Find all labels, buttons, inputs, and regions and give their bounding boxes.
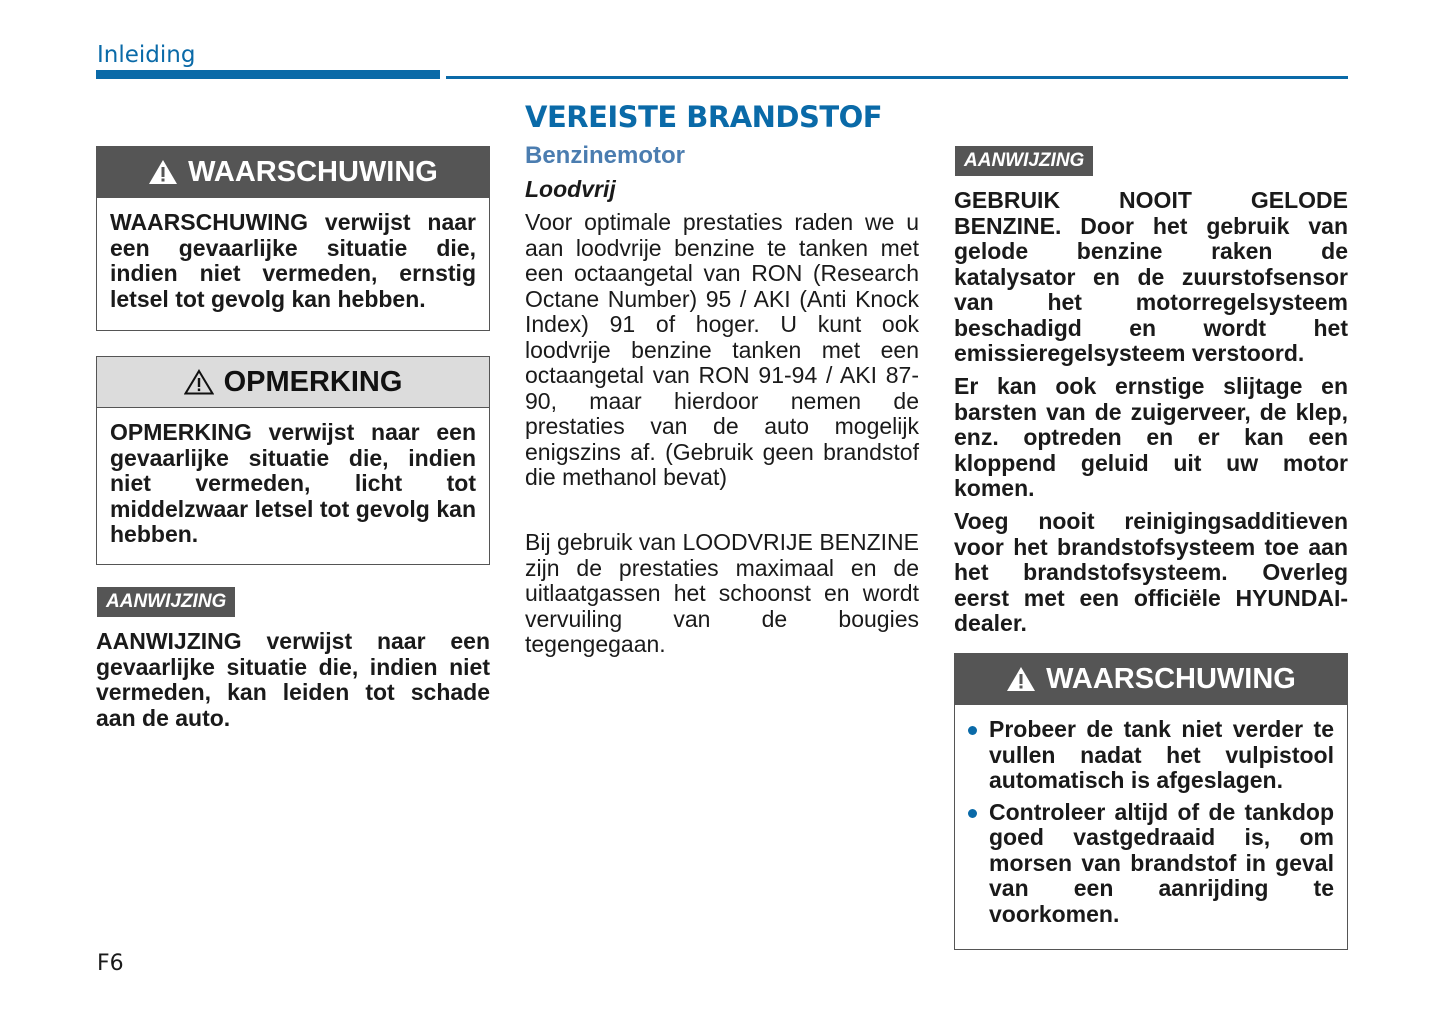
fuel-paragraph-2: Bij gebruik van LOODVRIJE BENZINE zijn de prestaties maximaal en de uitlaatgassen het schoonst en wordt vervuiling van de bougies tegengegaan. <box>525 529 919 657</box>
right-warning-box <box>954 653 1348 950</box>
fuel-paragraph-1: Voor optimale prestaties raden we u aan loodvrije benzine te tanken met een octaangetal van RON (Research Octane Number) 95 / AKI (Anti Knock Index) 91 of hoger. U kunt ook loodvrije benzine tanken met een octaangetal van RON 91-94 / AKI 87-90, maar hierdoor nemen de prestaties van de auto mogelijk enigszins af. (Gebruik geen brandstof die methanol bevat) <box>525 209 919 490</box>
right-notice-tag: AANWIJZING <box>955 146 1093 176</box>
warning-text: WAARSCHUWING verwijst naar een gevaarlijke situatie die, indien niet vermeden, ernstig letsel tot gevolg kan hebben. <box>110 209 476 312</box>
right-warning-body <box>955 705 1347 927</box>
warning-bullet-list <box>968 717 1334 927</box>
bullet-text: Probeer de tank niet verder te vullen nadat het vulpistool automatisch is afgeslagen. <box>989 716 1334 793</box>
bullet-text: Controleer altijd of de tankdop goed vastgedraaid is, om morsen van brandstof in geval van een aanrijding te voorkomen. <box>989 798 1334 927</box>
warning-title: WAARSCHUWING <box>188 155 438 188</box>
bullet-icon <box>968 726 977 735</box>
section-label: Inleiding <box>97 42 196 68</box>
right-warning-box-header <box>955 654 1347 705</box>
right-notice-paragraph-2: Er kan ook ernstige slijtage en barsten van de zuigerveer, de klep, enz. optreden en er kan een kloppend geluid uit uw motor komen. <box>954 373 1348 501</box>
right-notice-paragraph-1: GEBRUIK NOOIT GELODE BENZINE. Door het gebruik van gelode benzine raken de katalysator en de zuurstofsensor van het motorregelsysteem beschadigd en wordt het emissieregelsysteem verstoord. <box>954 187 1348 366</box>
page-number: F6 <box>97 951 124 976</box>
caution-text: OPMERKING verwijst naar een gevaarlijke situatie die, indien niet vermeden, licht tot middelzwaar letsel tot gevolg kan hebben. <box>110 419 476 547</box>
list-item <box>968 800 1334 928</box>
caution-box <box>96 356 490 565</box>
notice-tag: AANWIJZING <box>97 587 235 617</box>
caution-triangle-icon <box>184 369 214 395</box>
warning-triangle-icon <box>1006 666 1036 692</box>
bullet-icon <box>968 809 977 818</box>
caution-box-header <box>97 357 489 408</box>
header-rule-thick <box>96 70 440 79</box>
engine-subtitle: Benzinemotor <box>525 142 686 169</box>
right-notice-paragraph-3: Voeg nooit reinigingsadditieven voor het brandstofsysteem toe aan het brandstofsysteem. Overleg eerst met een officiële HYUNDAI-dealer. <box>954 508 1348 636</box>
caution-title: OPMERKING <box>223 365 403 398</box>
header-rule-thin <box>446 76 1348 79</box>
warning-box <box>96 146 490 331</box>
warning-box-header <box>97 147 489 198</box>
notice-text: AANWIJZING verwijst naar een gevaarlijke situatie die, indien niet vermeden, kan leiden tot schade aan de auto. <box>96 628 490 731</box>
warning-triangle-icon <box>148 159 178 185</box>
right-warning-title: WAARSCHUWING <box>1046 662 1296 695</box>
fuel-type-heading: Loodvrij <box>525 176 616 202</box>
list-item <box>968 717 1334 794</box>
section-title: VEREISTE BRANDSTOF <box>525 100 883 134</box>
